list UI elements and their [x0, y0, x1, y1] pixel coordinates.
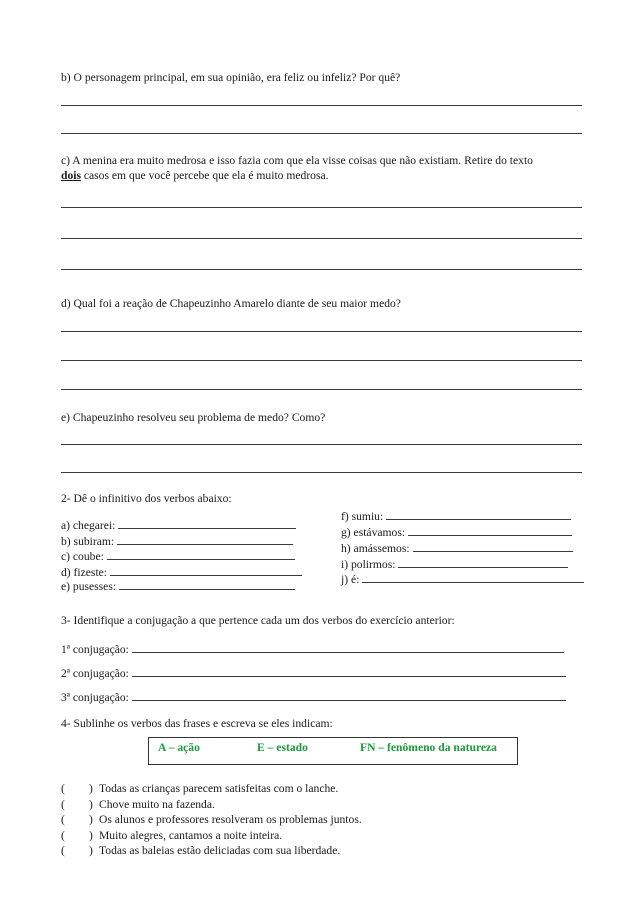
- question-4-title: 4- Sublinhe os verbos das frases e escreva se eles indicam:: [61, 717, 333, 730]
- verb-item-h: [341, 540, 573, 556]
- verb-label: a) chegarei:: [61, 519, 116, 532]
- verb-label: c) coube:: [61, 550, 104, 563]
- answer-paren-close: ): [89, 813, 93, 826]
- verb-item-f: [341, 508, 571, 524]
- sentence-text: Todas as crianças parecem satisfeitas com o lanche.: [99, 782, 339, 795]
- verb-item-g: [341, 524, 572, 540]
- verb-item-b: [61, 533, 293, 549]
- answer-line[interactable]: [61, 133, 582, 134]
- question-e: e) Chapeuzinho resolveu seu problema de medo? Como?: [61, 411, 326, 424]
- legend-box: [148, 737, 518, 765]
- answer-blank[interactable]: [118, 517, 296, 529]
- verb-label: b) subiram:: [61, 535, 115, 548]
- verb-label: e) pusesses:: [61, 580, 117, 593]
- answer-line[interactable]: [61, 444, 582, 445]
- answer-blank[interactable]: [413, 540, 573, 552]
- emphasis-dois: dois: [61, 169, 81, 182]
- answer-line[interactable]: [61, 389, 582, 390]
- verb-label: i) polirmos:: [341, 558, 396, 571]
- answer-blank[interactable]: [132, 641, 564, 653]
- answer-blank[interactable]: [132, 689, 566, 701]
- verb-label: d) fizeste:: [61, 566, 108, 579]
- question-2-title: 2- Dê o infinitivo dos verbos abaixo:: [61, 492, 232, 505]
- answer-blank[interactable]: [110, 564, 302, 576]
- answer-paren-open: (: [61, 813, 65, 826]
- answer-line[interactable]: [61, 238, 582, 239]
- answer-paren-open: (: [61, 844, 65, 857]
- verb-item-j: [341, 571, 584, 587]
- verb-label: j) é:: [341, 573, 360, 586]
- conjugation-label: 1ª conjugação:: [61, 643, 129, 656]
- conjugation-2: [61, 665, 566, 681]
- answer-line[interactable]: [61, 472, 582, 473]
- answer-line[interactable]: [61, 331, 582, 332]
- sentence-text: Todas as baleias estão deliciadas com sua liberdade.: [99, 844, 341, 857]
- answer-blank[interactable]: [132, 665, 566, 677]
- answer-blank[interactable]: [107, 548, 295, 560]
- answer-paren-close: ): [89, 798, 93, 811]
- answer-paren-close: ): [89, 829, 93, 842]
- answer-blank[interactable]: [362, 571, 584, 583]
- legend-estado: E – estado: [257, 741, 308, 754]
- legend-acao: A – ação: [158, 741, 200, 754]
- answer-blank[interactable]: [119, 578, 295, 590]
- answer-line[interactable]: [61, 105, 582, 106]
- verb-item-i: [341, 556, 568, 572]
- answer-paren-close: ): [89, 782, 93, 795]
- answer-blank[interactable]: [408, 524, 572, 536]
- answer-blank[interactable]: [117, 533, 293, 545]
- question-b: b) O personagem principal, em sua opinião, era feliz ou infeliz? Por quê?: [61, 71, 401, 84]
- verb-label: f) sumiu:: [341, 510, 384, 523]
- answer-paren-open: (: [61, 782, 65, 795]
- sentence-text: Muito alegres, cantamos a noite inteira.: [99, 829, 283, 842]
- answer-paren-close: ): [89, 844, 93, 857]
- legend-fenomeno: FN – fenômeno da natureza: [360, 741, 497, 754]
- conjugation-label: 3ª conjugação:: [61, 691, 129, 704]
- answer-paren-open: (: [61, 829, 65, 842]
- verb-label: h) amássemos:: [341, 542, 410, 555]
- question-3-title: 3- Identifique a conjugação a que pertence cada um dos verbos do exercício anterior:: [61, 614, 455, 627]
- answer-line[interactable]: [61, 207, 582, 208]
- conjugation-1: [61, 641, 564, 657]
- question-c-rest: casos em que você percebe que ela é muito medrosa.: [80, 169, 329, 182]
- answer-blank[interactable]: [386, 508, 571, 520]
- question-c-line2: [61, 169, 329, 183]
- question-d: d) Qual foi a reação de Chapeuzinho Amarelo diante de seu maior medo?: [61, 297, 401, 310]
- question-c-line1: c) A menina era muito medrosa e isso fazia com que ela visse coisas que não existiam. Retire do texto: [61, 154, 533, 167]
- sentence-text: Os alunos e professores resolveram os problemas juntos.: [99, 813, 362, 826]
- answer-line[interactable]: [61, 269, 582, 270]
- answer-paren-open: (: [61, 798, 65, 811]
- verb-item-a: [61, 517, 296, 533]
- answer-blank[interactable]: [398, 556, 568, 568]
- conjugation-3: [61, 689, 566, 705]
- verb-label: g) estávamos:: [341, 526, 406, 539]
- answer-line[interactable]: [61, 360, 582, 361]
- verb-item-e: [61, 578, 295, 594]
- verb-item-c: [61, 548, 295, 564]
- sentence-text: Chove muito na fazenda.: [99, 798, 215, 811]
- conjugation-label: 2ª conjugação:: [61, 667, 129, 680]
